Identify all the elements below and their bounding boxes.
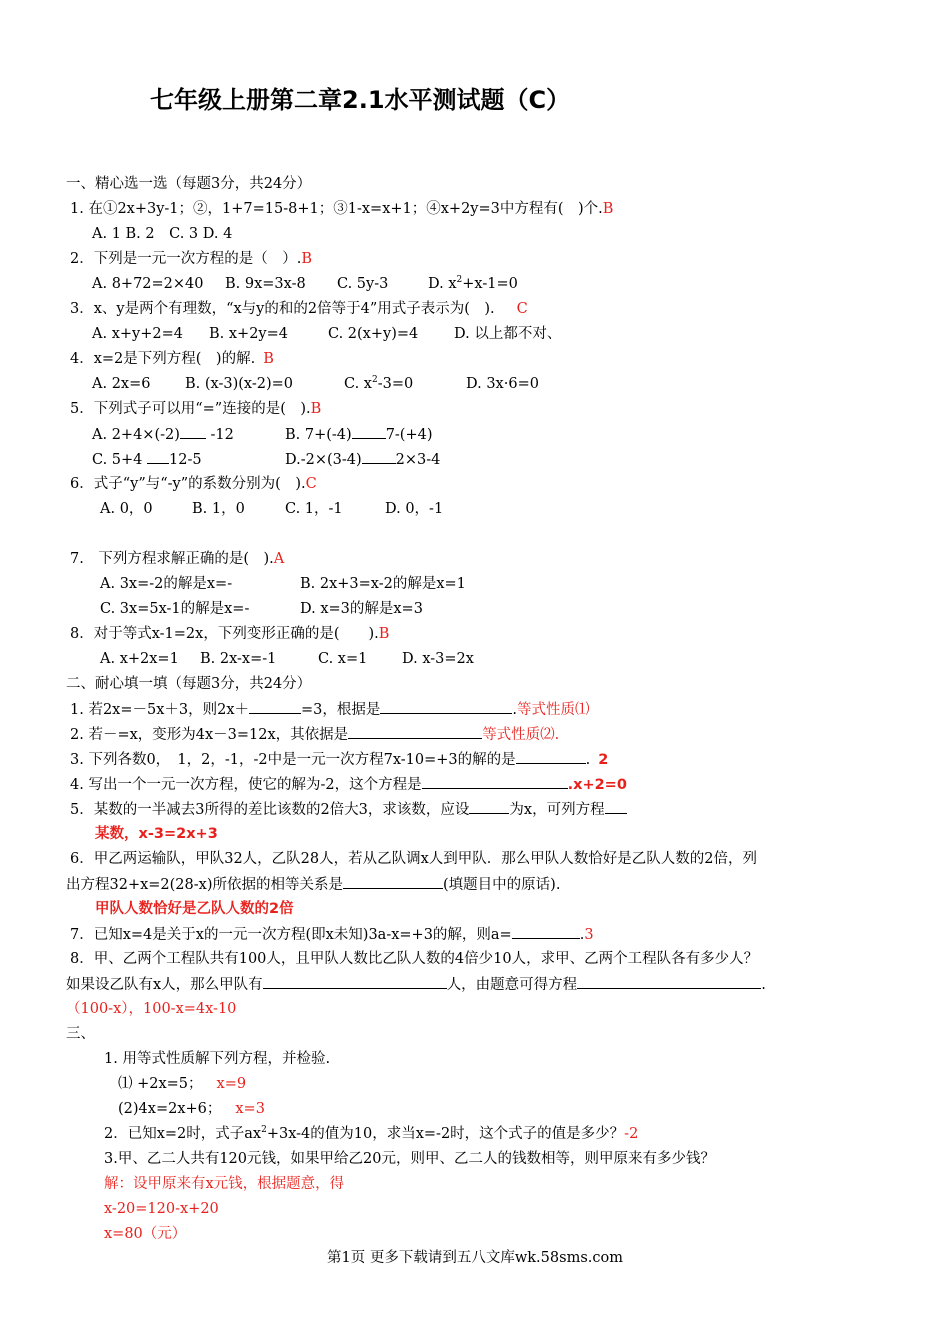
problem-3: 3.甲、乙二人共有120元钱，如果甲给乙20元，则甲、乙二人的钱数相等，则甲原来有多少钱？ [104,1151,715,1167]
answer: 3 [584,927,594,943]
fill-8-line-1: 8．甲、乙两个工程队共有100人，且甲队人数比乙队人数的4倍少10人，求甲、乙两个工程队各有多少人？ [70,951,759,967]
question-8: 8．对于等式x-1=2x，下列变形正确的是( ).B [70,626,390,642]
fill-8-answer: （100-x），100-x=4x-10 [66,1001,237,1017]
problem-3-solution-1: 解：设甲原来有x元钱，根据题意，得 [104,1176,345,1192]
fill-2: 2. 若－=x，变形为4x－3=12x，其依据是 等式性质⑵. [70,724,559,745]
answer: C [516,301,528,317]
problem-1-sub-2: (2)4x=2x+6； x=3 [118,1101,265,1117]
fill-1: 1. 若2x=－5x＋3，则2x＋ =3，根据是 .等式性质⑴ [70,699,590,720]
question-1: 1. 在①2x+3y-1；②，1+7=15-8+1；③1-x=x+1；④x+2y=3中方程有( )个.B [70,201,614,217]
problem-2: 2．已知x=2时，式子$ax^2+3x-4$的值为10，求当x=-2时，这个式子的值是多少？-2 [104,1125,639,1142]
question-2: 2．下列是一元一次方程的是（ ）.B [70,251,312,267]
fill-5-answer: 某数，x-3=2x+3 [95,826,218,842]
page-title: 七年级上册第二章2.1水平测试题（C） [150,86,571,114]
answer: -2 [624,1126,639,1142]
fill-8-line-2: 如果设乙队有x人，那么甲队有 人，由题意可得方程 . [66,974,766,995]
question-1-options: A. 1 B. 2 C. 3 D. 4 [92,226,233,242]
section-3-header: 三、 [66,1026,95,1042]
fill-3: 3. 下列各数0， 1，2，-1，-2中是一元一次方程7x-10=+3的解的是 . 2 [70,749,608,770]
question-6-options: A. 0，0 B. 1，0 C. 1，-1 D. 0，-1 [100,501,444,517]
question-2-options: A. 8+72=2×40 B. 9x=3x-8 C. 5y-3 D. $x^2+x-1=0$ [92,275,518,292]
answer: B [263,351,274,367]
answer: C [305,476,317,492]
section-2-header: 二、耐心填一填（每题3分，共24分） [66,676,312,692]
question-7: 7. 下列方程求解正确的是( ).A [70,551,285,567]
question-7-options-ab: A. 3x=-2的解是x=- B. 2x+3=x-2的解是x=1 [100,576,466,592]
answer: x=3 [235,1101,265,1117]
answer: B [602,201,614,217]
answer: 等式性质⑵. [482,727,560,743]
question-3-options: A. x+y+2=4 B. x+2y=4 C. 2(x+y)=4 D. 以上都不对、 [92,326,562,342]
answer: B [378,626,390,642]
question-6: 6．式子“y”与“-y”的系数分别为( ).C [70,476,317,492]
question-7-options-cd: C. 3x=5x-1的解是x=- D. x=3的解是x=3 [100,601,423,617]
question-3: 3．x、y是两个有理数，“x与y的和的2倍等于4”用式子表示为( ). C [70,301,528,317]
fill-6-line-1: 6．甲乙两运输队，甲队32人，乙队28人，若从乙队调x人到甲队．那么甲队人数恰好是乙队人数的2倍，列 [70,851,758,867]
question-4: 4．x=2是下列方程( )的解. B [70,351,274,367]
section-1-header: 一、精心选一选（每题3分，共24分） [66,176,312,192]
fill-4: 4. 写出一个一元一次方程，使它的解为-2，这个方程是 .x+2=0 [70,774,627,795]
problem-1-sub-1: ⑴ +2x=5； x=9 [118,1076,247,1092]
question-5-options-ab: A. 2+4×(-2) -12 B. 7+(-4) 7-(+4) [92,424,234,445]
question-5-options-cd: C. 5+4 12-5 D.-2×(3-4) 2×3-4 [92,449,202,470]
problem-1: 1. 用等式性质解下列方程，并检验. [104,1051,331,1067]
problem-3-solution-2: x-20=120-x+20 [104,1201,219,1217]
answer: x=9 [216,1076,247,1092]
answer: B [310,401,322,417]
fill-7: 7．已知x=4是关于x的一元一次方程(即x未知)3a-x=+3的解，则a= .3 [70,924,594,945]
answer: A [273,551,285,567]
question-5: 5．下列式子可以用“=”连接的是( ).B [70,401,322,417]
question-4-options: A. 2x=6 B. (x-3)(x-2)=0 C. $x^2-3=0$ D. 3x·6=0 [92,375,539,392]
answer: B [301,251,312,267]
answer: .x+2=0 [567,777,627,793]
answer: 等式性质⑴ [517,702,590,718]
problem-3-solution-3: x=80（元） [104,1226,187,1242]
fill-5: 5．某数的一半减去3所得的差比该数的2倍大3，求该数，应设 为x，可列方程 [70,799,627,820]
answer: 2 [598,752,609,768]
fill-6-answer: 甲队人数恰好是乙队人数的2倍 [95,901,294,917]
question-8-options: A. x+2x=1 B. 2x-x=-1 C. x=1 D. x-3=2x [100,651,474,667]
fill-6-line-2: 出方程32+x=2(28-x)所依据的相等关系是 (填题目中的原话). [66,874,560,895]
page-footer: 第1页 更多下载请到五八文库wk.58sms.com [327,1250,623,1266]
